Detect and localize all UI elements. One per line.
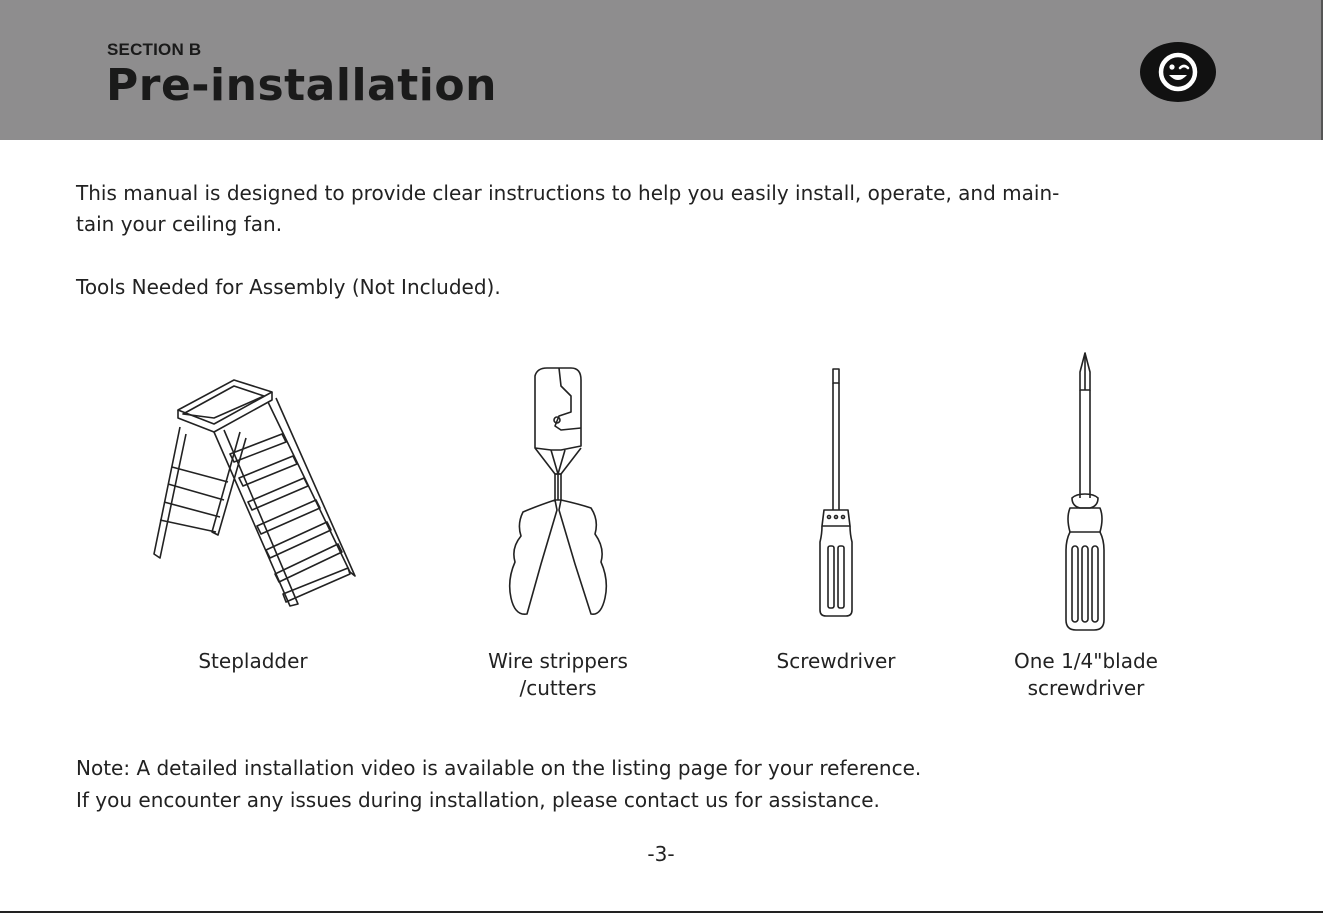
stepladder-icon: [150, 372, 360, 612]
tool-label-screwdriver: [736, 648, 936, 675]
tool-label-line: screwdriver: [1027, 676, 1145, 700]
page-number: -3-: [647, 842, 675, 866]
intro-line: This manual is designed to provide clear instructions to help you easily install, operate, and main-: [76, 181, 1060, 205]
tool-label-line: One 1/4"blade: [1014, 649, 1158, 673]
footer-rule: [0, 911, 1323, 913]
tool-label-line: Stepladder: [198, 649, 308, 673]
winking-face-icon: [1138, 40, 1218, 104]
tool-label-line: Screwdriver: [776, 649, 896, 673]
tool-label-stepladder: [153, 648, 353, 675]
wire-strippers-icon: [505, 366, 610, 620]
tool-label-line: /cutters: [519, 676, 597, 700]
tools-heading: Tools Needed for Assembly (Not Included).: [76, 275, 501, 299]
note-paragraph: [76, 752, 1256, 816]
phillips-screwdriver-icon: [1060, 350, 1110, 634]
page-title: Pre-installation: [106, 60, 497, 111]
intro-paragraph: [76, 178, 1256, 240]
tool-label-wire-strippers: [438, 648, 678, 702]
note-line: Note: A detailed installation video is available on the listing page for your reference.: [76, 756, 922, 780]
intro-line: tain your ceiling fan.: [76, 212, 283, 236]
tool-label-phillips-screwdriver: [966, 648, 1206, 702]
screwdriver-icon: [816, 366, 856, 618]
section-header: [0, 0, 1323, 140]
section-label: SECTION B: [107, 40, 202, 59]
note-line: If you encounter any issues during installation, please contact us for assistance.: [76, 788, 880, 812]
tool-label-line: Wire strippers: [488, 649, 628, 673]
